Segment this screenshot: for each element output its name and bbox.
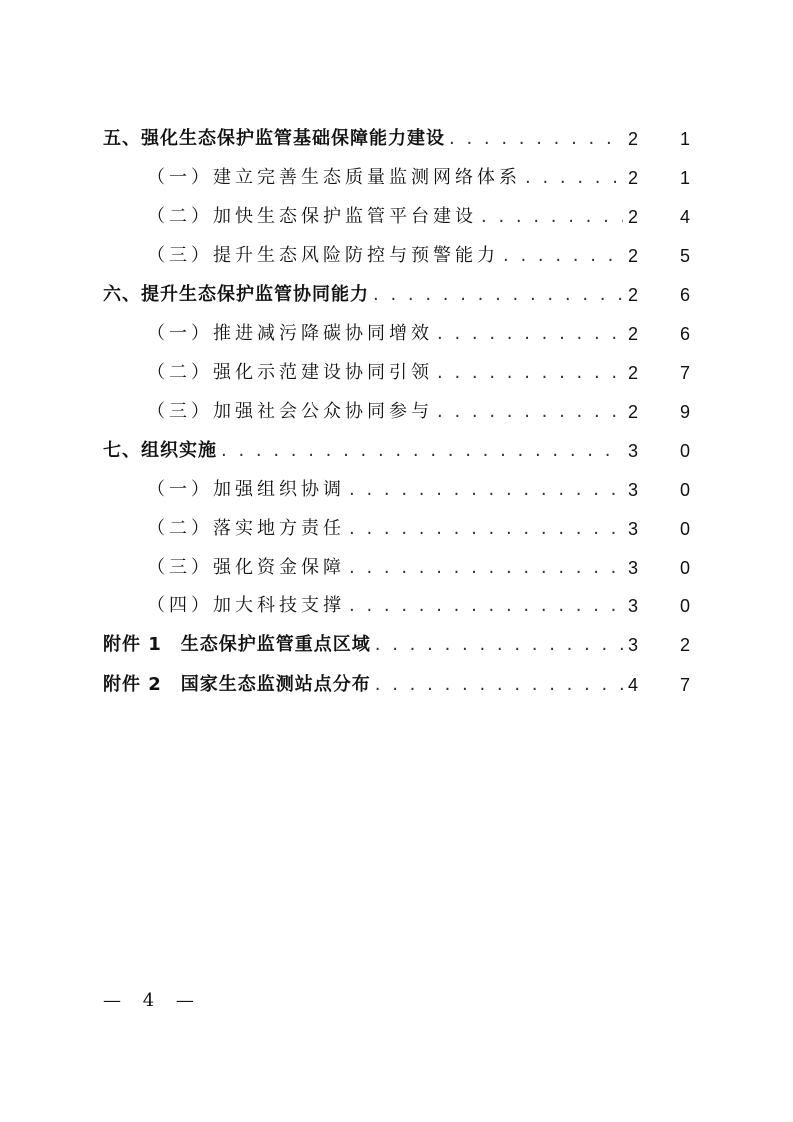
toc-page-number: 4 7 <box>627 675 690 695</box>
toc-entry-6-3[interactable] <box>147 397 691 423</box>
toc-page-number: 2 9 <box>627 402 690 422</box>
dot-leader <box>375 674 623 696</box>
dot-leader <box>525 167 623 189</box>
toc-page-number: 3 2 <box>627 635 690 655</box>
toc-entry-5-2[interactable] <box>147 202 691 228</box>
toc-entry-title: （二）落实地方责任 <box>147 518 345 539</box>
dot-leader <box>349 518 623 540</box>
toc-entry-7-1[interactable] <box>147 475 691 501</box>
toc-entry-section-6[interactable] <box>103 280 691 306</box>
toc-page-number: 2 5 <box>627 246 690 266</box>
toc-entry-appendix-1[interactable] <box>103 630 691 656</box>
toc-entry-title: 七、组织实施 <box>103 440 217 461</box>
dot-leader <box>481 206 623 228</box>
toc-entry-title: 附件 2 国家生态监测站点分布 <box>103 674 371 695</box>
dot-leader <box>503 245 623 267</box>
toc-entry-5-3[interactable] <box>147 241 691 267</box>
toc-page-number: 2 1 <box>627 168 690 188</box>
toc-entry-appendix-2[interactable] <box>103 670 691 696</box>
dot-leader <box>349 595 623 617</box>
dot-leader <box>375 634 623 656</box>
toc-page-number: 3 0 <box>627 519 690 539</box>
toc-entry-section-5[interactable] <box>103 124 691 150</box>
page-footer-number: — 4 — <box>103 990 202 1011</box>
toc-entry-title: 附件 1 生态保护监管重点区域 <box>103 634 371 655</box>
toc-page-number: 3 0 <box>627 441 690 461</box>
toc-page-number: 2 6 <box>627 285 690 305</box>
dot-leader <box>437 401 623 423</box>
toc-page-number: 3 0 <box>627 558 690 578</box>
toc-page-number: 2 4 <box>627 207 690 227</box>
toc-entry-title: （三）提升生态风险防控与预警能力 <box>147 245 499 266</box>
toc-entry-title: （四）加大科技支撑 <box>147 595 345 616</box>
toc-entry-title: （三）强化资金保障 <box>147 557 345 578</box>
toc-entry-title: 五、强化生态保护监管基础保障能力建设 <box>103 128 445 149</box>
dot-leader <box>449 128 623 150</box>
toc-entry-6-2[interactable] <box>147 358 691 384</box>
dot-leader <box>349 479 623 501</box>
toc-entry-title: （二）加快生态保护监管平台建设 <box>147 206 477 227</box>
toc-page-number: 3 0 <box>627 480 690 500</box>
toc-entry-title: （一）加强组织协调 <box>147 479 345 500</box>
toc-entry-5-1[interactable] <box>147 163 691 189</box>
toc-entry-title: 六、提升生态保护监管协同能力 <box>103 284 369 305</box>
toc-entry-7-4[interactable] <box>147 591 691 617</box>
toc-page-number: 2 1 <box>627 129 690 149</box>
toc-entry-7-3[interactable] <box>147 553 691 579</box>
toc-entry-section-7[interactable] <box>103 436 691 462</box>
toc-entry-6-1[interactable] <box>147 319 691 345</box>
toc-entry-title: （一）推进减污降碳协同增效 <box>147 323 433 344</box>
toc-entry-title: （三）加强社会公众协同参与 <box>147 401 433 422</box>
dot-leader <box>437 362 623 384</box>
toc-page-number: 2 7 <box>627 363 690 383</box>
toc-page-number: 3 0 <box>627 596 690 616</box>
toc-entry-title: （二）强化示范建设协同引领 <box>147 362 433 383</box>
dot-leader <box>437 323 623 345</box>
toc-entry-title: （一）建立完善生态质量监测网络体系 <box>147 167 521 188</box>
dot-leader <box>373 284 623 306</box>
dot-leader <box>221 440 623 462</box>
dot-leader <box>349 557 623 579</box>
toc-entry-7-2[interactable] <box>147 514 691 540</box>
toc-page-number: 2 6 <box>627 324 690 344</box>
